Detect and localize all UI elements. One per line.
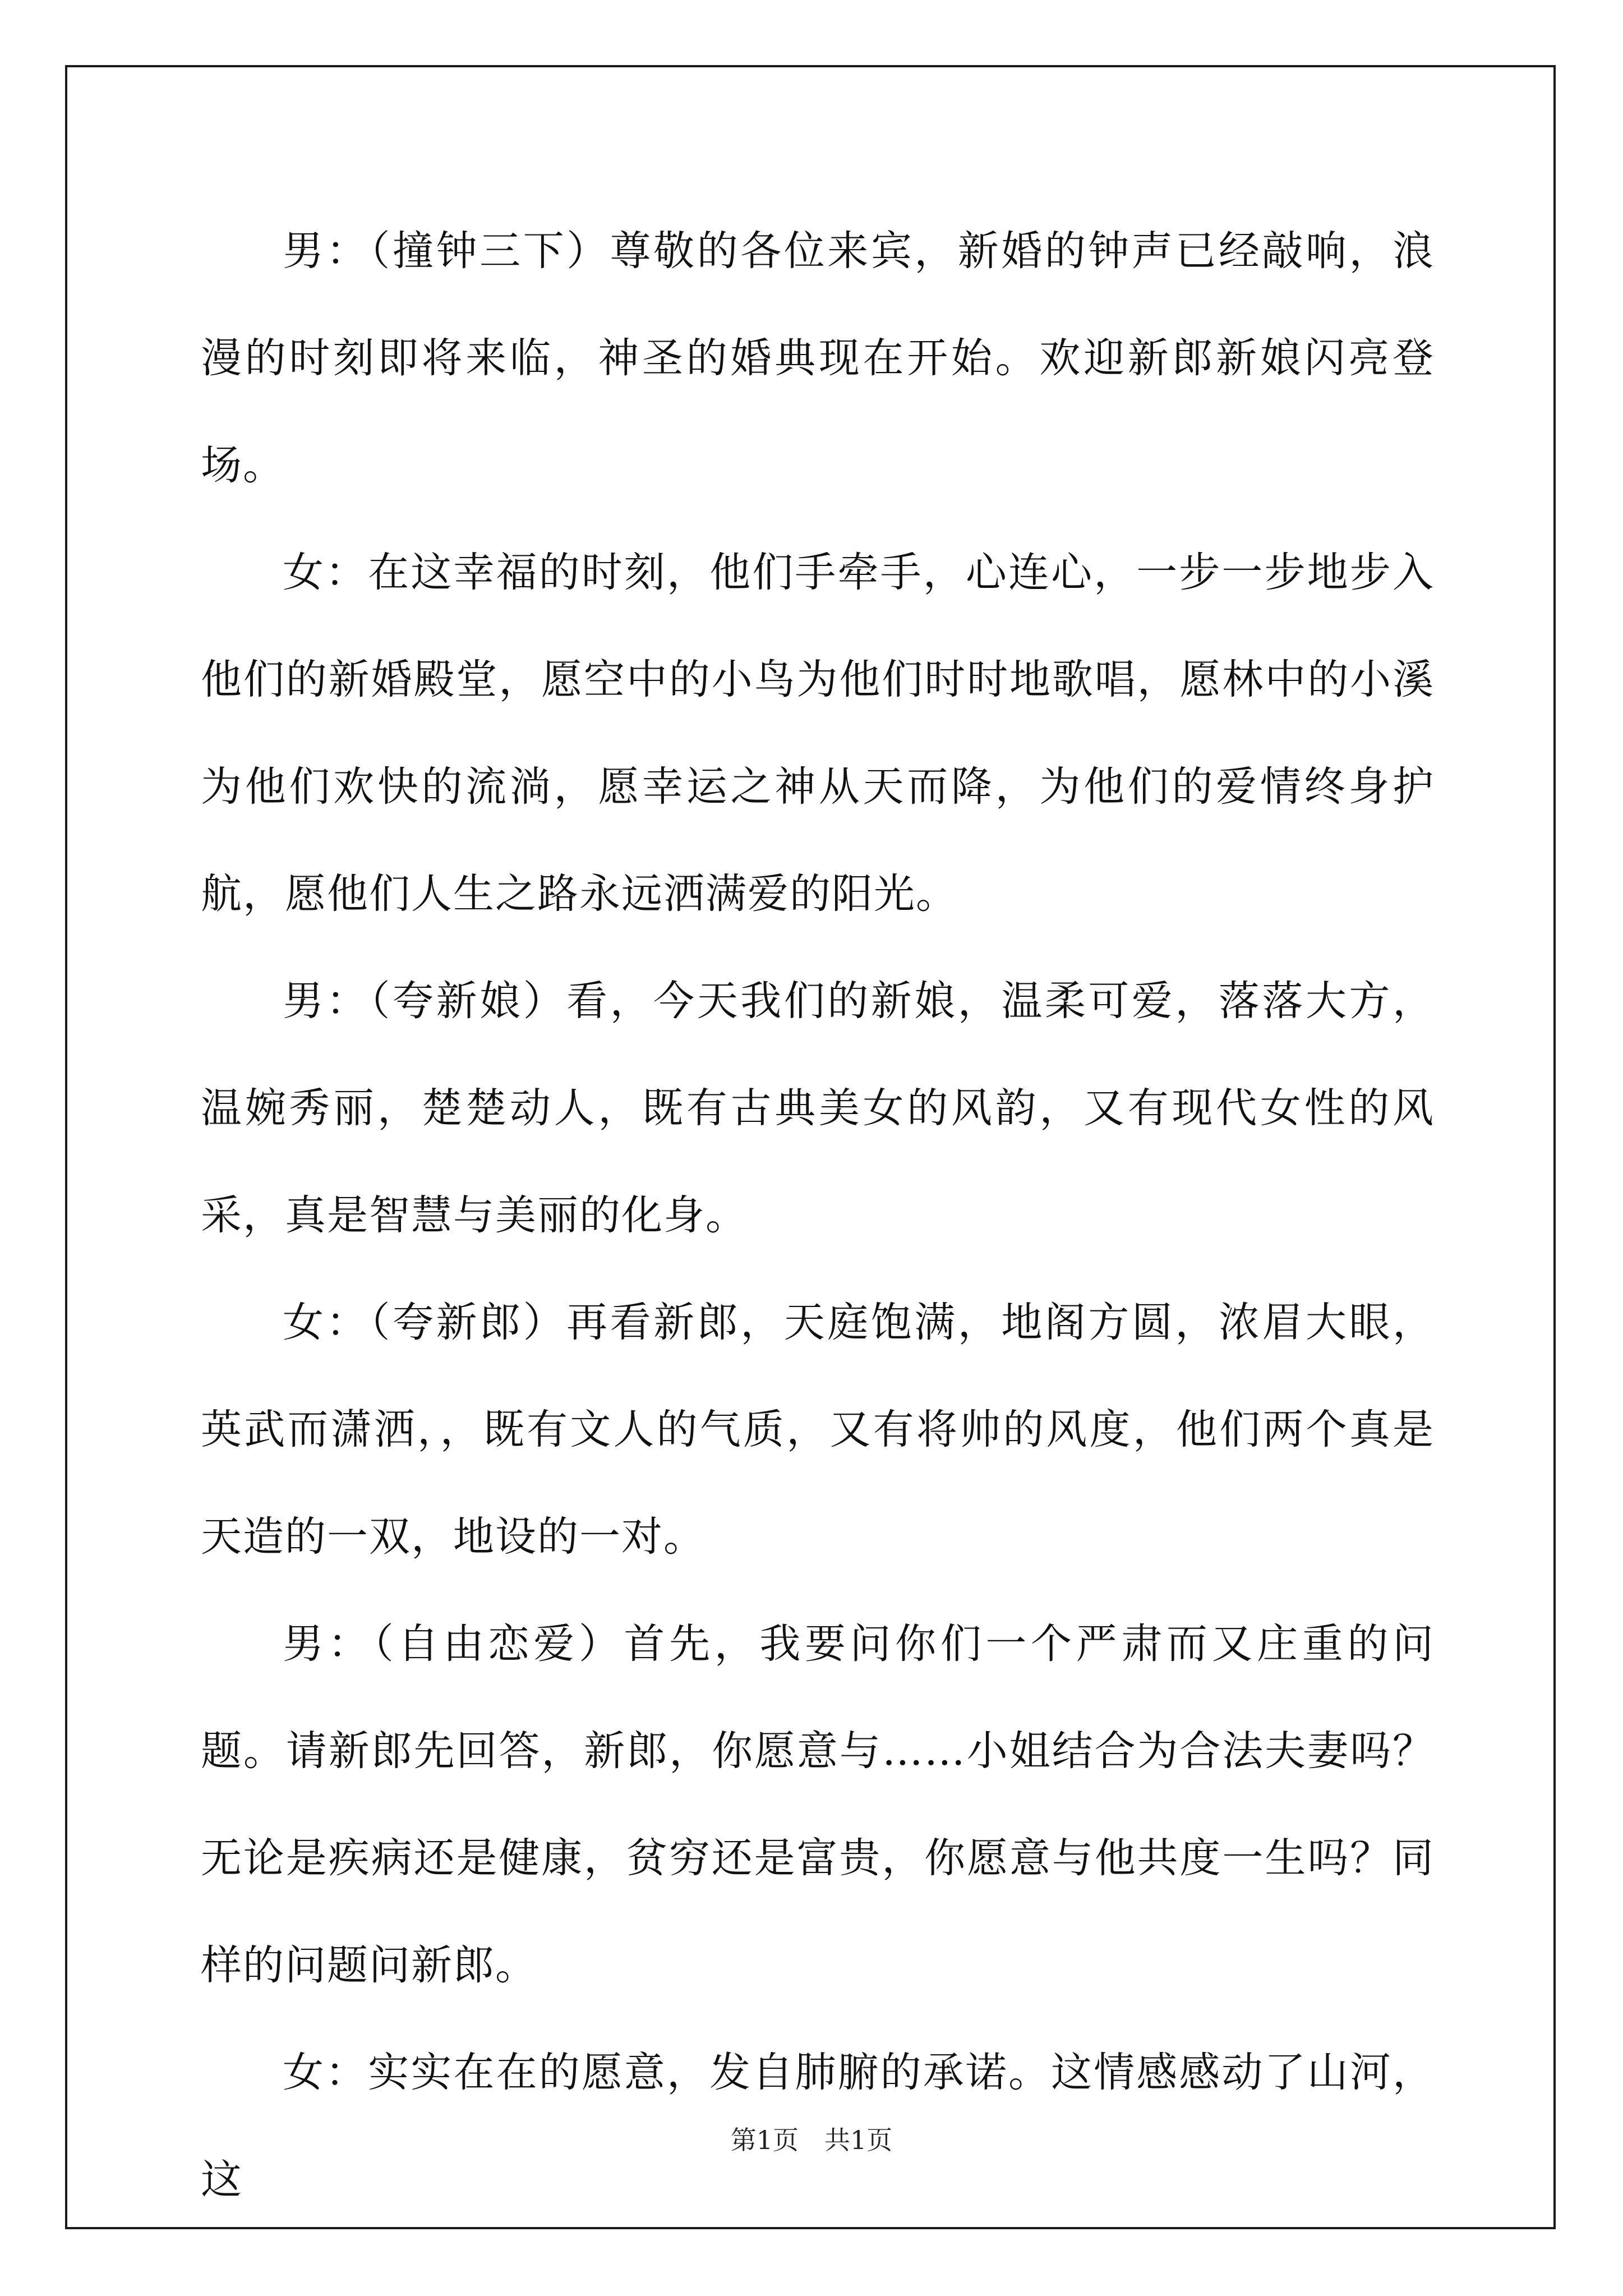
paragraph: 男：（撞钟三下）尊敬的各位来宾，新婚的钟声已经敲响，浪漫的时刻即将来临，神圣的婚典现在开始。欢迎新郎新娘闪亮登场。	[201, 227, 1435, 489]
paragraph: 男：（自由恋爱）首先，我要问你们一个严肃而又庄重的问题。请新郎先回答，新郎，你愿意与……小姐结合为合法夫妻吗？无论是疾病还是健康，贫穷还是富贵，你愿意与他共度一生吗？同样的问题问新郎。	[201, 1620, 1435, 1989]
paragraph: 男：（夸新娘）看，今天我们的新娘，温柔可爱，落落大方，温婉秀丽，楚楚动人，既有古典美女的风韵，又有现代女性的风采，真是智慧与美丽的化身。	[201, 977, 1435, 1239]
paragraph: 女：（夸新郎）再看新郎，天庭饱满，地阁方圆，浓眉大眼，英武而潇洒，，既有文人的气质，又有将帅的风度，他们两个真是天造的一双，地设的一对。	[201, 1299, 1435, 1561]
document-body	[201, 197, 1435, 2233]
page-footer	[0, 2123, 1623, 2157]
page-number: 第1页	[730, 2125, 799, 2155]
paragraph: 女：实实在在的愿意，发自肺腑的承诺。这情感感动了山河，这	[201, 2049, 1435, 2203]
paragraph: 女：在这幸福的时刻，他们手牵手，心连心，一步一步地步入他们的新婚殿堂，愿空中的小鸟为他们时时地歌唱，愿林中的小溪为他们欢快的流淌，愿幸运之神从天而降，为他们的爱情终身护航，愿他们人生之路永远洒满爱的阳光。	[201, 549, 1435, 918]
page-total: 共1页	[824, 2125, 893, 2155]
